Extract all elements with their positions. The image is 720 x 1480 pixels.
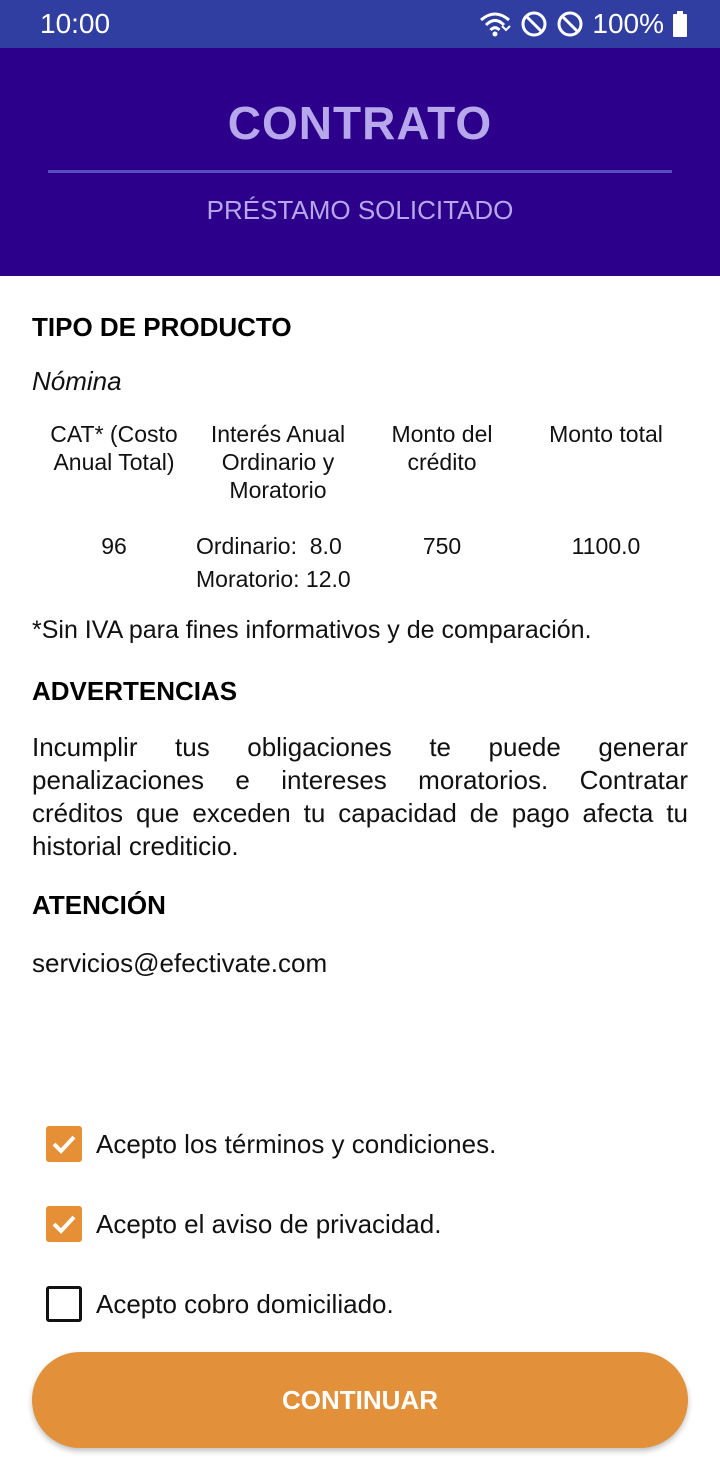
status-time: 10:00: [40, 8, 111, 39]
do-not-disturb-icon: [520, 10, 548, 38]
product-type-title: TIPO DE PRODUCTO: [32, 312, 292, 342]
attention-email: servicios@efectivate.com: [32, 948, 328, 978]
table-header-interest: Interés Anual Ordinario y Moratorio: [210, 421, 346, 503]
continue-button[interactable]: CONTINUAR: [32, 1352, 688, 1448]
checkbox-direct-debit[interactable]: [46, 1286, 666, 1322]
page-subtitle: PRÉSTAMO SOLICITADO: [206, 195, 514, 225]
header: [0, 48, 720, 276]
page-title: CONTRATO: [227, 97, 493, 149]
attention-title: ATENCIÓN: [32, 890, 166, 920]
warnings-title: ADVERTENCIAS: [32, 676, 238, 706]
table-cell-total-amount: 1100.0: [571, 533, 641, 559]
status-icons: [478, 8, 688, 40]
header-divider: [48, 170, 672, 173]
wifi-icon: [478, 10, 512, 38]
table-cell-interest: Ordinario: 8.0 Moratorio: 12.0: [196, 533, 351, 592]
checkbox-terms[interactable]: [46, 1126, 666, 1162]
status-bar: [0, 0, 720, 48]
table-header-credit-amount: Monto del crédito: [391, 421, 493, 475]
table-cell-cat: 96: [101, 533, 127, 559]
checkbox-label: Acepto el aviso de privacidad.: [96, 1208, 442, 1239]
table-cell-credit-amount: 750: [422, 533, 462, 559]
battery-icon: [672, 11, 688, 37]
checkbox-label: Acepto cobro domiciliado.: [96, 1288, 394, 1319]
table-header-total-amount: Monto total: [549, 421, 663, 447]
do-not-disturb-icon: [556, 10, 584, 38]
checkbox-label: Acepto los términos y condiciones.: [96, 1128, 497, 1159]
product-type-value: Nómina: [32, 366, 122, 396]
tax-note: *Sin IVA para fines informativos y de comparación.: [32, 616, 592, 644]
battery-percent: 100%: [592, 8, 664, 39]
checkbox-checked-icon[interactable]: [46, 1206, 82, 1242]
table-header-cat: CAT* (Costo Anual Total): [50, 421, 178, 475]
checkbox-privacy[interactable]: [46, 1206, 666, 1242]
checkbox-checked-icon[interactable]: [46, 1126, 82, 1162]
checkbox-unchecked-icon[interactable]: [46, 1286, 82, 1322]
warnings-text: Incumplir tus obligaciones te puede generar penalizaciones e intereses moratorios. Contratar créditos que exceden tu capacidad de pago afecta tu historial crediticio.: [32, 732, 688, 861]
